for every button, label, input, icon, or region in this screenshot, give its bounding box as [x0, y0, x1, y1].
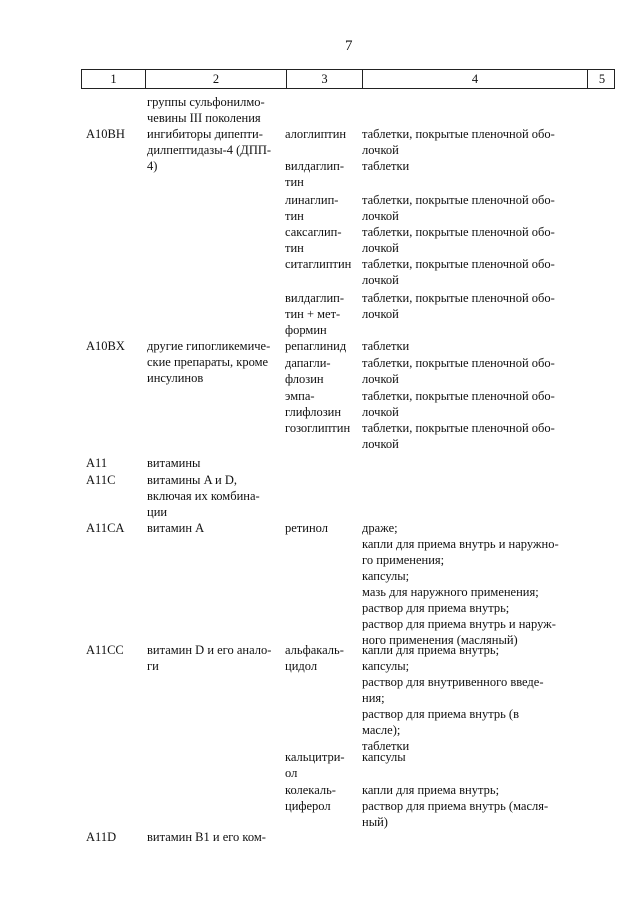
- table-cell-dosage-form: таблетки, покрытые пленочной обо- лочкой: [362, 356, 555, 386]
- table-cell-atc-code: A11: [86, 456, 108, 470]
- table-cell-drug-name: вилдаглип- тин + мет- формин: [285, 291, 345, 337]
- table-cell-dosage-form: капли для приема внутрь; капсулы; раствор для внутривенного введе- ния; раствор для приема внутрь (в масле); таблетки: [362, 643, 544, 753]
- header-col-4: 4: [363, 70, 588, 88]
- header-col-5: 5: [598, 72, 606, 86]
- table-cell-drug-name: альфакаль- цидол: [285, 643, 344, 673]
- table-cell-drug-name: колекаль- циферол: [285, 783, 336, 813]
- table-cell-atc-group: витамин A: [147, 521, 205, 535]
- table-cell-drug-name: кальцитри- ол: [285, 750, 345, 780]
- header-col-3: 3: [287, 70, 363, 88]
- table-cell-atc-code: A11D: [86, 830, 117, 844]
- table-cell-drug-name: алоглиптин: [285, 127, 347, 141]
- table-cell-atc-group: витамины A и D, включая их комбина- ции: [147, 473, 260, 519]
- table-cell-drug-name: гозоглиптин: [285, 421, 351, 435]
- table-cell-atc-code: A11CA: [86, 521, 125, 535]
- table-cell-atc-group: другие гипогликемиче- ские препараты, кроме инсулинов: [147, 339, 271, 385]
- table-cell-drug-name: линаглип- тин: [285, 193, 339, 223]
- table-cell-dosage-form: таблетки, покрытые пленочной обо- лочкой: [362, 421, 555, 451]
- table-cell-atc-group: витамин B1 и его ком-: [147, 830, 266, 844]
- page-number: 7: [345, 38, 353, 54]
- header-col-1: 1: [82, 70, 146, 88]
- table-cell-dosage-form: таблетки, покрытые пленочной обо- лочкой: [362, 257, 555, 287]
- table-header: [81, 69, 615, 89]
- table-cell-drug-name: эмпа- глифлозин: [285, 389, 342, 419]
- table-cell-atc-group: витамин D и его анало- ги: [147, 643, 272, 673]
- table-cell-atc-group: группы сульфонилмо- чевины III поколения: [147, 95, 265, 125]
- table-cell-drug-name: ситаглиптин: [285, 257, 352, 271]
- table-cell-atc-code: A10BX: [86, 339, 125, 353]
- table-cell-drug-name: вилдаглип- тин: [285, 159, 345, 189]
- table-cell-dosage-form: капли для приема внутрь; раствор для приема внутрь (масля- ный): [362, 783, 549, 829]
- header-col-2: 2: [146, 70, 287, 88]
- table-cell-dosage-form: таблетки: [362, 159, 410, 173]
- table-cell-dosage-form: таблетки, покрытые пленочной обо- лочкой: [362, 291, 555, 321]
- table-cell-drug-name: дапагли- флозин: [285, 356, 331, 386]
- table-cell-dosage-form: таблетки, покрытые пленочной обо- лочкой: [362, 127, 555, 157]
- table-cell-drug-name: ретинол: [285, 521, 328, 535]
- table-cell-atc-code: A11CC: [86, 643, 124, 657]
- table-cell-dosage-form: таблетки, покрытые пленочной обо- лочкой: [362, 225, 555, 255]
- table-cell-dosage-form: драже; капли для приема внутрь и наружно- го применения; капсулы; мазь для наружного применения; раствор для приема внутрь; раствор для приема внутрь и наруж- ного применения (масляный): [362, 521, 559, 647]
- table-cell-dosage-form: таблетки, покрытые пленочной обо- лочкой: [362, 193, 555, 223]
- table-cell-atc-code: A11C: [86, 473, 116, 487]
- table-cell-dosage-form: капсулы: [362, 750, 406, 764]
- table-cell-atc-group: ингибиторы дипепти- дилпептидазы-4 (ДПП- 4): [147, 127, 272, 173]
- table-cell-dosage-form: таблетки, покрытые пленочной обо- лочкой: [362, 389, 555, 419]
- table-cell-atc-code: A10BH: [86, 127, 125, 141]
- table-cell-drug-name: саксаглип- тин: [285, 225, 342, 255]
- table-cell-atc-group: витамины: [147, 456, 201, 470]
- table-cell-drug-name: репаглинид: [285, 339, 347, 353]
- table-cell-dosage-form: таблетки: [362, 339, 410, 353]
